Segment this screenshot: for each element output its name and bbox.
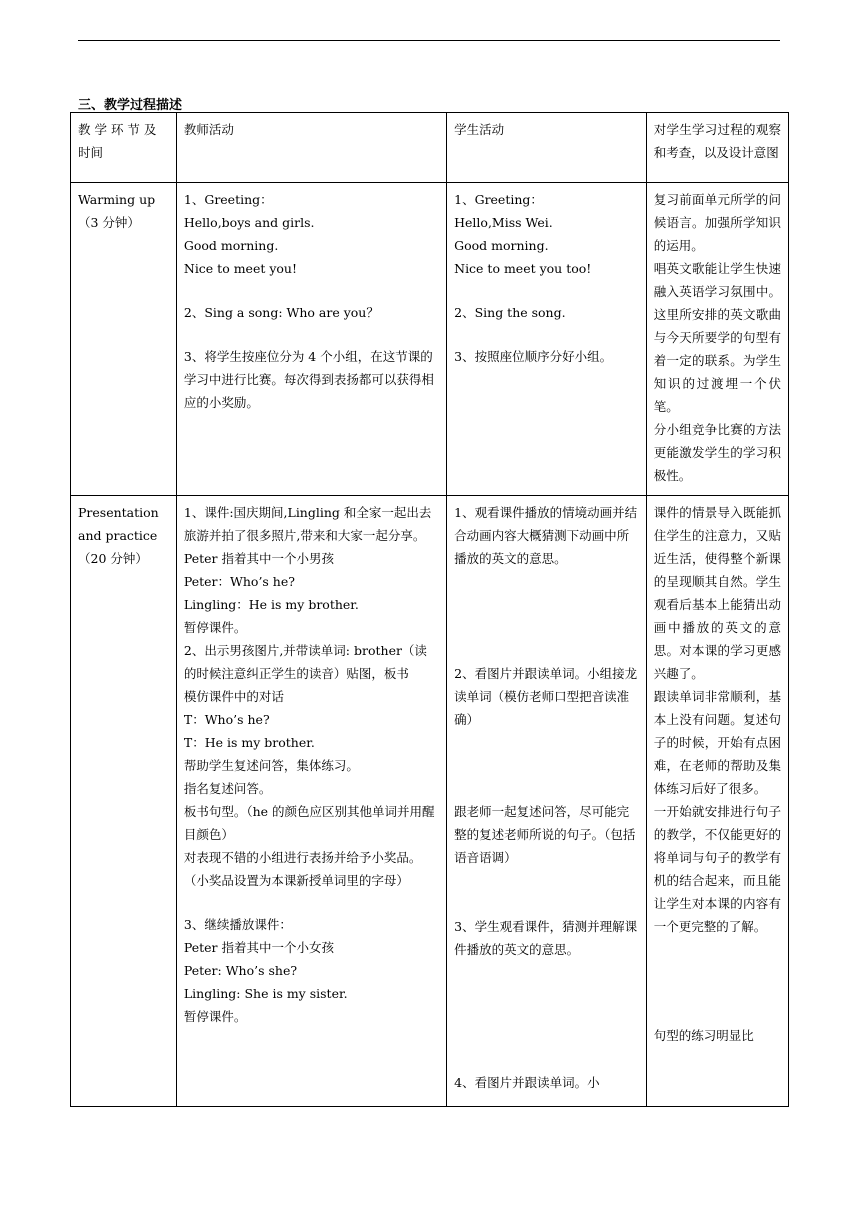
spacer [184, 892, 439, 913]
stage-cell [71, 183, 177, 496]
teacher-line: 对表现不错的小组进行表扬并给予小奖品。（小奖品设置为本课新授单词里的字母） [183, 850, 422, 888]
spacer [184, 280, 439, 301]
teacher-line: Peter 指着其中一个小男孩 [183, 551, 334, 566]
spacer [184, 324, 439, 345]
student-paragraph: 2、看图片并跟读单词。小组接龙读单词（模仿老师口型把音读准确） [454, 666, 638, 727]
teacher-line: 2、Sing a song: Who are you？ [183, 305, 379, 320]
teacher-line: Good morning. [183, 238, 279, 253]
teacher-line: 1、Greeting： [183, 192, 273, 207]
student-line: Nice to meet you too! [454, 261, 592, 276]
teacher-line: 3、将学生按座位分为 4 个小组，在这节课的学习中进行比赛。每次得到表扬都可以获得相应的小奖励。 [183, 349, 434, 410]
design-paragraph: 分小组竞争比赛的方法更能激发学生的学习积极性。 [653, 422, 781, 483]
design-paragraph: 跟读单词非常顺利，基本上没有问题。复述句子的时候，开始有点困难，在老师的帮助及集体练习后好了很多。 [653, 689, 781, 796]
design-paragraph: 一开始就安排进行句子的教学，不仅能更好的将单词与句子的教学有机的结合起来，而且能让学生对本课的内容有一个更完整的了解。 [653, 804, 781, 934]
design-paragraph: 复习前面单元所学的问候语言。加强所学知识的运用。 [653, 192, 781, 253]
lesson-process-table [70, 112, 789, 1107]
table-row-presentation [71, 496, 789, 1107]
teacher-line: 3、继续播放课件： [183, 917, 292, 932]
header-stage: 教 学 环 节 及 时间 [71, 113, 177, 183]
teacher-line: Lingling: She is my sister. [183, 986, 348, 1001]
table-row-warming-up [71, 183, 789, 496]
teacher-line: 帮助学生复述问答，集体练习。 [183, 758, 359, 773]
design-paragraph: 句型的练习明显比 [653, 1028, 754, 1043]
student-paragraph: 1、观看课件播放的情境动画并结合动画内容大概猜测下动画中所播放的英文的意思。 [454, 505, 638, 566]
spacer [454, 731, 639, 800]
student-line: Good morning. [454, 238, 549, 253]
teacher-line: 板书句型。（he 的颜色应区别其他单词并用醒目颜色） [183, 804, 435, 842]
teacher-activity-cell [176, 183, 446, 496]
section-title: 三、教学过程描述 [78, 98, 183, 113]
teacher-line: 1、课件:国庆期间,Lingling 和全家一起出去旅游并拍了很多照片,带来和大家一起分享。 [183, 505, 432, 543]
stage-name: Warming up [78, 192, 156, 207]
spacer [654, 938, 781, 1024]
header-rule [78, 40, 780, 41]
student-paragraph: 4、看图片并跟读单词。小 [454, 1075, 600, 1090]
teacher-line: T：He is my brother. [183, 735, 315, 750]
student-line: 3、按照座位顺序分好小组。 [454, 349, 613, 364]
header-teacher: 教师活动 [176, 113, 446, 183]
stage-time: （20 分钟） [78, 551, 148, 566]
teacher-line: 指名复述问答。 [183, 781, 272, 796]
spacer [454, 570, 639, 662]
design-intent-cell [646, 496, 788, 1107]
stage-cell [71, 496, 177, 1107]
teacher-line: Nice to meet you! [183, 261, 298, 276]
student-paragraph: 跟老师一起复述问答，尽可能完整的复述老师所说的句子。（包括语音语调） [454, 804, 636, 865]
teacher-line: 2、出示男孩图片,并带读单词: brother（读的时候注意纠正学生的读音）贴图，板书 [183, 643, 427, 681]
teacher-line: Peter 指着其中一个小女孩 [183, 940, 334, 955]
student-activity-cell [447, 183, 647, 496]
teacher-line: T：Who’s he? [183, 712, 270, 727]
stage-time: （3 分钟） [78, 215, 140, 230]
teacher-line: Peter: Who’s she? [183, 963, 298, 978]
spacer [454, 961, 639, 1071]
table-header-row [71, 113, 789, 183]
teacher-activity-cell [176, 496, 446, 1107]
teacher-line: Lingling：He is my brother. [183, 597, 359, 612]
spacer [454, 324, 639, 345]
design-paragraph: 唱英文歌能让学生快速融入英语学习氛围中。这里所安排的英文歌曲与今天所要学的句型有着一定的联系。为学生知识的过渡埋一个伏笔。 [653, 261, 781, 414]
teacher-line: 暂停课件。 [183, 620, 247, 635]
design-paragraph: 课件的情景导入既能抓住学生的注意力，又贴近生活，使得整个新课的呈现顺其自然。学生观看后基本上能猜出动画中播放的英文的意思。对本课的学习更感兴趣了。 [653, 505, 781, 681]
teacher-line: Peter：Who’s he? [183, 574, 295, 589]
spacer [454, 869, 639, 915]
stage-name: Presentation [78, 505, 159, 520]
header-design: 对学生学习过程的观察和考查，以及设计意图 [646, 113, 788, 183]
stage-name: and practice [78, 528, 158, 543]
student-line: Hello,Miss Wei. [454, 215, 553, 230]
spacer [454, 280, 639, 301]
teacher-line: 暂停课件。 [183, 1009, 247, 1024]
header-student: 学生活动 [447, 113, 647, 183]
teacher-line: Hello,boys and girls. [183, 215, 315, 230]
student-paragraph: 3、学生观看课件，猜测并理解课件播放的英文的意思。 [454, 919, 638, 957]
student-activity-cell [447, 496, 647, 1107]
design-intent-cell [646, 183, 788, 496]
student-line: 2、Sing the song. [454, 305, 566, 320]
student-line: 1、Greeting： [454, 192, 543, 207]
teacher-line: 模仿课件中的对话 [183, 689, 284, 704]
